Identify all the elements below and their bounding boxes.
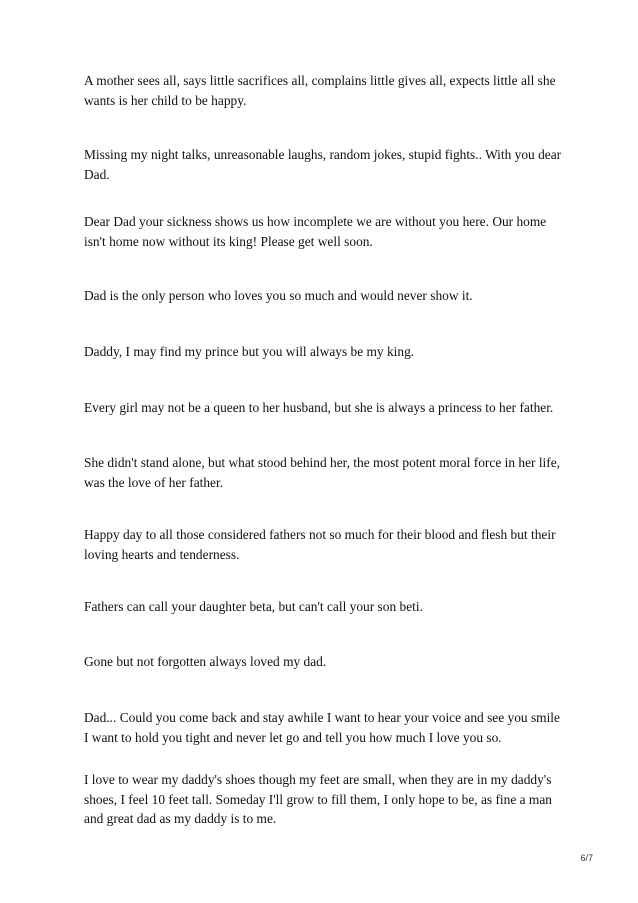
quote-paragraph: Dear Dad your sickness shows us how incomplete we are without you here. Our home isn't home now without its king! Please get well soon. xyxy=(84,214,547,249)
quote-paragraph: Dad is the only person who loves you so much and would never show it. xyxy=(84,288,473,303)
quote-paragraph: A mother sees all, says little sacrifices all, complains little gives all, expects little all she wants is her child to be happy. xyxy=(84,73,556,108)
quote-paragraph: Every girl may not be a queen to her husband, but she is always a princess to her father. xyxy=(84,400,554,415)
quote-paragraph: She didn't stand alone, but what stood behind her, the most potent moral force in her life, was the love of her father. xyxy=(84,455,561,490)
quote-paragraph: Happy day to all those considered fathers not so much for their blood and flesh but their loving hearts and tenderness. xyxy=(84,527,556,562)
quote-paragraph: Gone but not forgotten always loved my dad. xyxy=(84,654,327,669)
quote-paragraph: I love to wear my daddy's shoes though my feet are small, when they are in my daddy's shoes, I feel 10 feet tall. Someday I'll grow to fill them, I only hope to be, as fine a man and great dad as my daddy is to me. xyxy=(84,772,552,826)
quote-paragraph: Dad... Could you come back and stay awhile I want to hear your voice and see you smile I want to hold you tight and never let go and tell you how much I love you so. xyxy=(84,710,560,745)
quote-paragraph: Missing my night talks, unreasonable laughs, random jokes, stupid fights.. With you dear Dad. xyxy=(84,147,562,182)
page-number: 6/7 xyxy=(580,853,593,863)
quote-paragraph: Daddy, I may find my prince but you will always be my king. xyxy=(84,344,415,359)
quote-paragraph: Fathers can call your daughter beta, but can't call your son beti. xyxy=(84,599,423,614)
